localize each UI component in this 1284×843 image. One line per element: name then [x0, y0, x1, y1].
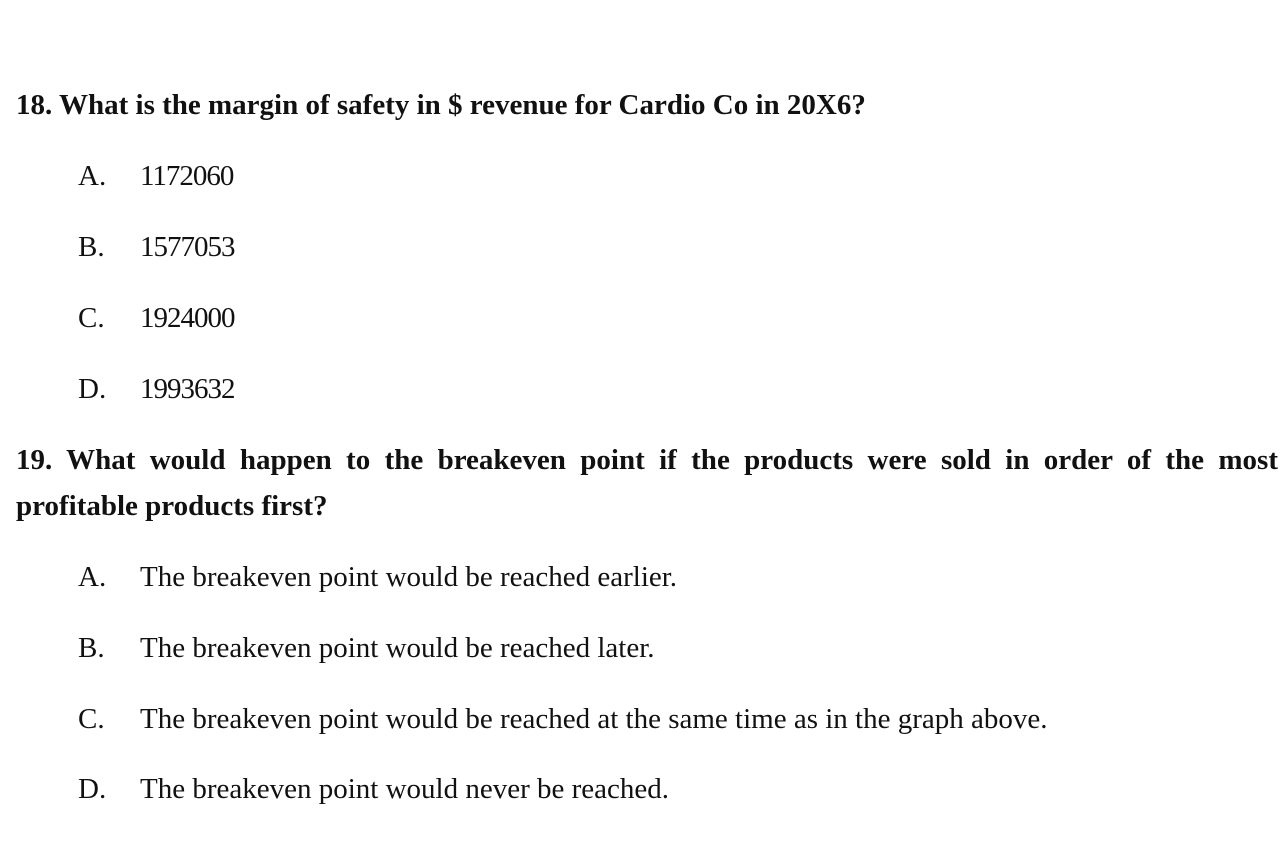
question-19-option-c[interactable]: [78, 699, 1048, 739]
question-18-option-a[interactable]: [78, 156, 233, 196]
option-letter: D.: [78, 373, 107, 405]
option-letter: A.: [78, 160, 107, 192]
option-text: The breakeven point would be reached at the same time as in the graph above.: [140, 703, 1048, 735]
option-text: 1993632: [140, 373, 235, 405]
option-text: 1924000: [140, 302, 235, 334]
option-letter: B.: [78, 231, 105, 263]
question-19: [16, 437, 1278, 529]
option-letter: B.: [78, 632, 105, 664]
question-19-text: What would happen to the breakeven point if the products were sold in order of the most profitable products first?: [16, 444, 1278, 522]
option-text: The breakeven point would never be reached.: [140, 773, 670, 805]
question-18-text: What is the margin of safety in $ revenue for Cardio Co in 20X6?: [58, 89, 866, 121]
question-18-number: 18.: [16, 89, 53, 121]
option-letter: A.: [78, 561, 107, 593]
option-text: The breakeven point would be reached earlier.: [140, 561, 678, 593]
question-18-option-d[interactable]: [78, 369, 235, 409]
option-letter: D.: [78, 773, 107, 805]
option-letter: C.: [78, 703, 105, 735]
option-text: 1577053: [140, 231, 235, 263]
question-19-option-a[interactable]: [78, 557, 677, 597]
question-18: [16, 82, 1278, 128]
question-18-option-b[interactable]: [78, 227, 235, 267]
option-text: The breakeven point would be reached later.: [140, 632, 655, 664]
option-letter: C.: [78, 302, 105, 334]
question-19-number: 19.: [16, 444, 53, 476]
option-text: 1172060: [140, 160, 234, 192]
question-19-option-d[interactable]: [78, 769, 669, 809]
question-18-option-c[interactable]: [78, 298, 235, 338]
question-19-option-b[interactable]: [78, 628, 655, 668]
